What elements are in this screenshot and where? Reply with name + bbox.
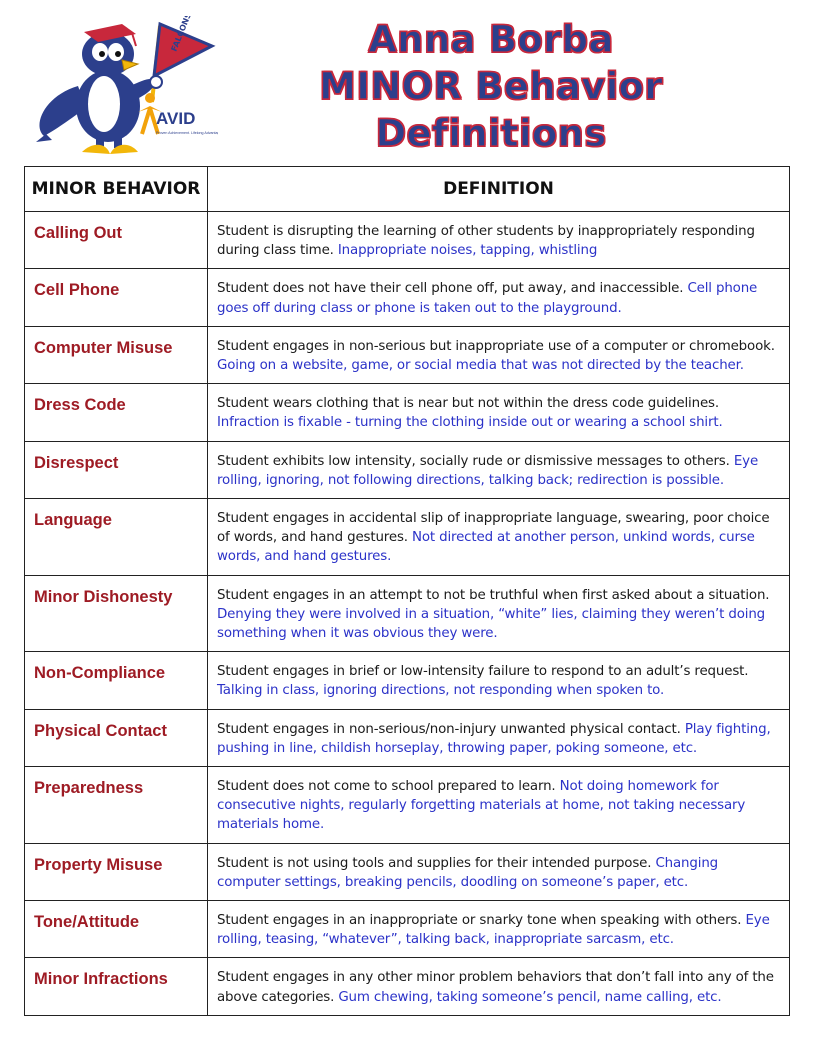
table-row bbox=[25, 326, 790, 383]
behavior-definition bbox=[208, 269, 790, 326]
definition-examples: Going on a website, game, or social media that was not directed by the teacher. bbox=[217, 358, 744, 374]
definition-examples: Cell phone goes off during class or phone is taken out to the playground. bbox=[217, 281, 758, 316]
definition-examples: Eye rolling, teasing, “whatever”, talking back, inappropriate sarcasm, etc. bbox=[217, 913, 770, 948]
behavior-name: Cell Phone bbox=[25, 269, 208, 326]
behavior-name: Disrespect bbox=[25, 441, 208, 498]
column-header-behavior: MINOR BEHAVIOR bbox=[25, 167, 208, 212]
header bbox=[0, 0, 816, 166]
table-header-row bbox=[25, 167, 790, 212]
behavior-name: Physical Contact bbox=[25, 709, 208, 766]
definition-text: Student wears clothing that is near but not within the dress code guidelines. bbox=[217, 396, 719, 412]
table-row bbox=[25, 575, 790, 652]
behavior-definition bbox=[208, 843, 790, 900]
table-body bbox=[25, 212, 790, 1016]
behavior-definition bbox=[208, 767, 790, 844]
table-row bbox=[25, 709, 790, 766]
behavior-definition bbox=[208, 709, 790, 766]
table-row bbox=[25, 384, 790, 441]
table-row bbox=[25, 269, 790, 326]
behavior-name: Dress Code bbox=[25, 384, 208, 441]
definition-text: Student engages in any other minor problem behaviors that don’t fall into any of the above categories. bbox=[217, 970, 774, 1005]
behavior-name: Computer Misuse bbox=[25, 326, 208, 383]
definition-text: Student engages in non-serious/non-injury unwanted physical contact. bbox=[217, 721, 681, 737]
behavior-name: Minor Dishonesty bbox=[25, 575, 208, 652]
title-line-3: Definitions bbox=[375, 112, 607, 155]
school-logo bbox=[26, 16, 218, 162]
avid-tagline: Proven Achievement. Lifelong Advantage. bbox=[156, 131, 218, 135]
definition-text: Student exhibits low intensity, socially rude or dismissive messages to others. bbox=[217, 453, 730, 469]
behavior-definition bbox=[208, 326, 790, 383]
table-row bbox=[25, 901, 790, 958]
behavior-name: Non-Compliance bbox=[25, 652, 208, 709]
behavior-name: Tone/Attitude bbox=[25, 901, 208, 958]
definition-examples: Play fighting, pushing in line, childish horseplay, throwing paper, poking someone, etc. bbox=[217, 721, 771, 756]
behavior-name: Minor Infractions bbox=[25, 958, 208, 1015]
avid-text: AVID bbox=[156, 109, 196, 128]
definition-text: Student engages in an inappropriate or snarky tone when speaking with others. bbox=[217, 913, 742, 929]
behavior-name: Property Misuse bbox=[25, 843, 208, 900]
behavior-definition bbox=[208, 441, 790, 498]
table-row bbox=[25, 958, 790, 1015]
definition-text: Student engages in an attempt to not be truthful when first asked about a situation. bbox=[217, 587, 770, 603]
definition-text: Student is disrupting the learning of other students by inappropriately responding during class time. bbox=[217, 224, 755, 259]
behavior-definition bbox=[208, 212, 790, 269]
definition-examples: Not doing homework for consecutive nights, regularly forgetting materials at home, not taking necessary materials home. bbox=[217, 779, 746, 833]
definition-examples: Inappropriate noises, tapping, whistling bbox=[337, 243, 598, 259]
definition-examples: Not directed at another person, unkind words, curse words, and hand gestures. bbox=[217, 530, 755, 565]
column-header-definition: DEFINITION bbox=[208, 167, 790, 212]
table-row bbox=[25, 499, 790, 576]
table-row bbox=[25, 767, 790, 844]
definition-examples: Eye rolling, ignoring, not following directions, talking back; redirection is possible. bbox=[217, 453, 759, 488]
page-title bbox=[296, 16, 686, 157]
definition-examples: Gum chewing, taking someone’s pencil, name calling, etc. bbox=[338, 989, 722, 1005]
title-line-2: MINOR Behavior bbox=[319, 65, 663, 108]
behavior-definition bbox=[208, 652, 790, 709]
definition-text: Student is not using tools and supplies for their intended purpose. bbox=[217, 855, 652, 871]
definition-examples: Talking in class, ignoring directions, not responding when spoken to. bbox=[217, 683, 665, 699]
behavior-definition bbox=[208, 901, 790, 958]
table-row bbox=[25, 652, 790, 709]
falcon-mascot-icon bbox=[26, 16, 218, 162]
behavior-definition bbox=[208, 499, 790, 576]
definition-text: Student does not come to school prepared to learn. bbox=[217, 779, 556, 795]
behavior-definition bbox=[208, 958, 790, 1015]
title-line-1: Anna Borba bbox=[368, 18, 614, 61]
table-row bbox=[25, 212, 790, 269]
definition-text: Student engages in brief or low-intensity failure to respond to an adult’s request. bbox=[217, 664, 749, 680]
behavior-name: Preparedness bbox=[25, 767, 208, 844]
behavior-definition bbox=[208, 384, 790, 441]
table-row bbox=[25, 843, 790, 900]
definition-examples: Infraction is fixable - turning the clothing inside out or wearing a school shirt. bbox=[217, 415, 723, 431]
definition-examples: Denying they were involved in a situation, “white” lies, claiming they weren’t doing something when it was obvious they were. bbox=[217, 606, 766, 642]
behavior-definitions-table bbox=[24, 166, 790, 1016]
behavior-name: Calling Out bbox=[25, 212, 208, 269]
definition-text: Student does not have their cell phone off, put away, and inaccessible. bbox=[217, 281, 684, 297]
behavior-name: Language bbox=[25, 499, 208, 576]
definition-text: Student engages in accidental slip of inappropriate language, swearing, poor choice of words, and hand gestures. bbox=[217, 511, 770, 546]
definition-text: Student engages in non-serious but inappropriate use of a computer or chromebook. bbox=[217, 338, 775, 354]
definition-examples: Changing computer settings, breaking pencils, doodling on someone’s paper, etc. bbox=[217, 855, 719, 890]
behavior-definition bbox=[208, 575, 790, 652]
pennant-text: FALCONS bbox=[169, 16, 194, 53]
avid-logo-icon bbox=[138, 93, 218, 135]
table-row bbox=[25, 441, 790, 498]
